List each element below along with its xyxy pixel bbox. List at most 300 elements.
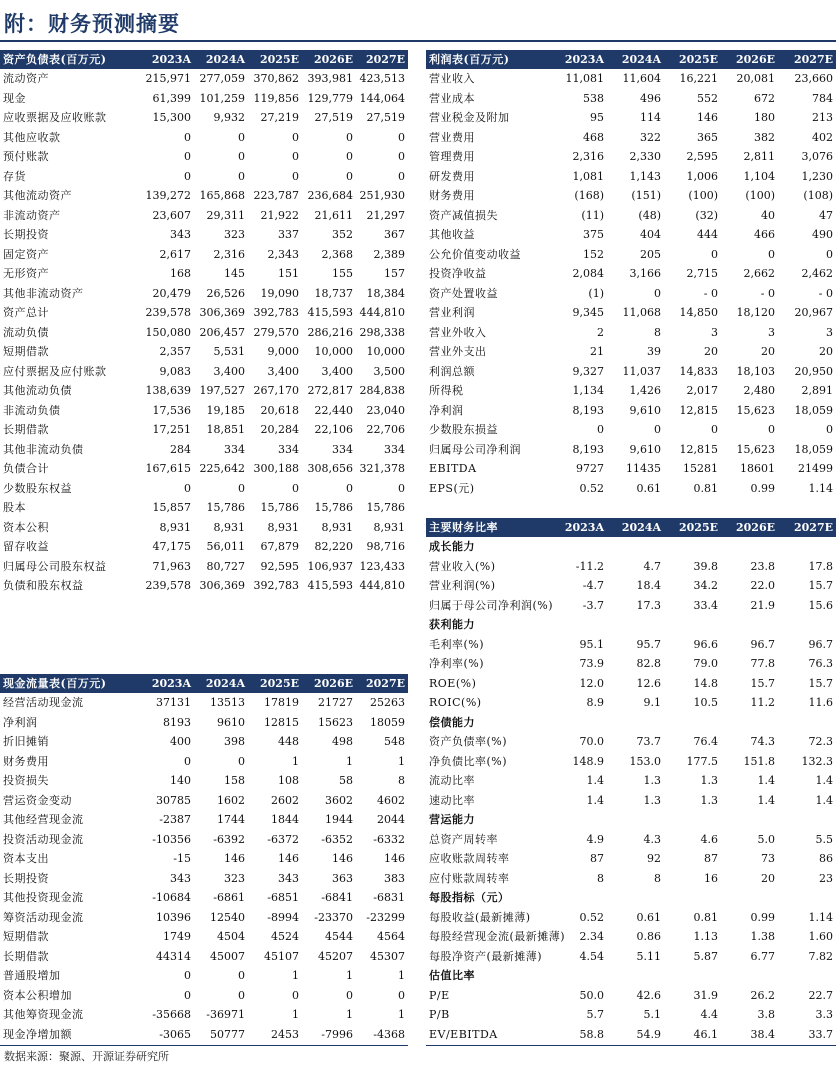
cell-value: 40 (761, 208, 775, 222)
cell-value: 3,400 (267, 364, 299, 378)
cell-value: 4.54 (579, 949, 604, 963)
cell-value: 180 (754, 111, 775, 124)
cell-value: 33.4 (693, 598, 718, 612)
table-row (0, 206, 408, 226)
cell-value: 150,080 (145, 325, 191, 339)
table-row (426, 947, 836, 967)
section-row (426, 810, 836, 830)
cell-value: 8 (398, 774, 405, 787)
cell-value: 18,120 (736, 306, 775, 319)
table-row (426, 576, 836, 596)
cell-value: 0 (292, 169, 299, 183)
cell-value: 0 (238, 169, 245, 183)
cell-value: 17.3 (636, 598, 661, 612)
cell-value: -3.7 (582, 598, 604, 612)
cell-value: 9.1 (643, 696, 661, 709)
cell-value: 50.0 (579, 988, 604, 1002)
cell-value: 223,787 (253, 189, 299, 202)
cell-value: 205 (640, 247, 661, 261)
cell-value: 2,017 (686, 384, 718, 397)
cell-value: 1744 (217, 813, 245, 826)
table-row (0, 420, 408, 440)
cell-value: 20 (704, 345, 718, 358)
cell-value: 1.4 (586, 774, 604, 787)
cell-value: 2,343 (267, 247, 299, 261)
cell-value: 11.2 (750, 696, 775, 709)
cell-value: 284 (170, 442, 191, 456)
table-row (0, 966, 408, 986)
cell-value: 96.7 (808, 637, 833, 651)
row-label: 普通股增加 (3, 969, 61, 982)
cell-value: 96.7 (750, 637, 775, 651)
cell-value: 14,850 (679, 306, 718, 319)
cell-value: 95.1 (579, 637, 604, 651)
cell-value: 383 (384, 871, 405, 885)
table-row (426, 128, 836, 148)
cell-value: 15,300 (152, 111, 191, 124)
cell-value: 284,838 (359, 384, 405, 397)
row-label: 成长能力 (429, 540, 475, 553)
cell-value (721, 888, 778, 908)
table-row (0, 459, 408, 479)
cell-value: 15,786 (314, 501, 353, 514)
cell-value: 0 (826, 247, 833, 261)
cell-value: -35668 (152, 1008, 191, 1021)
cell-value: 157 (384, 267, 405, 280)
cell-value (607, 713, 664, 733)
table-row (426, 830, 836, 850)
cell-value (664, 888, 721, 908)
row-label: 管理费用 (429, 150, 475, 163)
cell-value: 11435 (626, 462, 661, 475)
cell-value: 12,815 (679, 403, 718, 417)
cash-flow-table (0, 674, 408, 1044)
row-label: 营业成本 (429, 91, 475, 105)
table-row (426, 245, 836, 265)
row-label: 所得税 (429, 384, 464, 397)
table-row (426, 908, 836, 928)
cell-value (778, 713, 836, 733)
cell-value: 236,684 (307, 189, 353, 202)
cell-value: 16 (704, 871, 718, 885)
cell-value: 73.7 (636, 735, 661, 748)
year-header: 2024A (194, 674, 248, 693)
cell-value (778, 966, 836, 986)
cell-value: 5.7 (586, 1008, 604, 1021)
cell-value: 8,193 (572, 403, 604, 417)
row-label: 每股收益(最新摊薄) (429, 910, 531, 924)
row-label: 估值比率 (429, 969, 475, 982)
cell-value: 11.6 (808, 696, 833, 709)
cell-value: 38.4 (750, 1027, 775, 1041)
cell-value: 197,527 (199, 384, 245, 397)
cell-value: 15,786 (260, 501, 299, 514)
cell-value: 119,856 (253, 91, 299, 105)
cell-value: 0 (184, 969, 191, 982)
row-label: 研发费用 (429, 169, 475, 183)
cell-value: 18,103 (736, 364, 775, 378)
cell-value: 15,786 (206, 501, 245, 514)
table-row (426, 362, 836, 382)
cell-value: 56,011 (206, 540, 245, 553)
cell-value: 1 (292, 754, 299, 768)
cell-value: 415,593 (307, 306, 353, 319)
cell-value: 87 (704, 852, 718, 865)
cell-value: 19,185 (206, 403, 245, 417)
cell-value: 20,284 (260, 423, 299, 436)
row-label: 其他筹资现金流 (3, 1008, 84, 1021)
cell-value: 21.9 (750, 598, 775, 612)
cell-value: 12540 (210, 910, 245, 924)
cell-value: 3,166 (629, 267, 661, 280)
cell-value (550, 888, 607, 908)
cell-value: 132.3 (801, 754, 833, 768)
cell-value: 0 (346, 481, 353, 495)
cell-value: -6392 (213, 832, 245, 846)
row-label: 短期借款 (3, 345, 49, 358)
row-label: 其他收益 (429, 228, 475, 241)
cell-value: 29,311 (206, 208, 245, 222)
table-row (426, 440, 836, 460)
cell-value: 18,059 (794, 442, 833, 456)
cell-value: -8994 (267, 910, 299, 924)
table-row (0, 791, 408, 811)
row-label: 应付账款周转率 (429, 871, 510, 885)
cell-value: 5.87 (693, 949, 718, 963)
cell-value: 8 (654, 871, 661, 885)
table-row (426, 284, 836, 304)
cell-value: 1 (292, 1008, 299, 1021)
row-label: 营业外收入 (429, 325, 487, 339)
cell-value (664, 537, 721, 557)
cell-value: 2,368 (321, 247, 353, 261)
table-title: 利润表(百万元) (426, 50, 550, 69)
cell-value: (1) (588, 286, 604, 300)
table-row (0, 323, 408, 343)
cell-value: 58 (339, 774, 353, 787)
cell-value: 11,037 (622, 364, 661, 378)
table-row (426, 89, 836, 109)
table-row (0, 225, 408, 245)
cell-value: 151.8 (743, 754, 775, 768)
table-row (426, 401, 836, 421)
cell-value: 18.4 (636, 579, 661, 592)
cell-value: -6831 (373, 891, 405, 904)
cell-value: 286,216 (307, 325, 353, 339)
cell-value: 9,932 (213, 111, 245, 124)
cell-value (721, 810, 778, 830)
cell-value: 448 (278, 735, 299, 748)
cell-value: 3,076 (801, 150, 833, 163)
row-label: 归属母公司净利润 (429, 442, 521, 456)
table-row (426, 986, 836, 1006)
year-header: 2024A (194, 50, 248, 69)
cell-value: -15 (173, 852, 191, 865)
cell-value: 10.5 (693, 696, 718, 709)
row-label: 其他非流动资产 (3, 286, 84, 300)
cell-value: 1,134 (572, 384, 604, 397)
row-label: 每股经营现金流(最新摊薄) (429, 930, 566, 943)
cell-value: 8,193 (572, 442, 604, 456)
cell-value: 784 (812, 91, 833, 105)
cell-value: 423,513 (359, 72, 405, 85)
table-header-row (426, 518, 836, 537)
section-row (426, 966, 836, 986)
cell-value: 0 (292, 150, 299, 163)
year-header: 2025E (664, 50, 721, 69)
table-row (0, 245, 408, 265)
cell-value: 308,656 (307, 462, 353, 475)
cell-value: 21,922 (260, 208, 299, 222)
cell-value (664, 615, 721, 635)
cell-value (607, 810, 664, 830)
cell-value: 444 (697, 228, 718, 241)
cell-value: - 0 (703, 286, 718, 300)
table-row (426, 479, 836, 499)
cell-value: 23 (819, 871, 833, 885)
cell-value: -4.7 (582, 579, 604, 592)
cell-value: 21 (590, 345, 604, 358)
cell-value: 21,297 (366, 208, 405, 222)
cell-value: 215,971 (145, 72, 191, 85)
cell-value: 0.52 (579, 910, 604, 924)
row-label: 投资损失 (3, 774, 49, 787)
year-header: 2025E (664, 518, 721, 537)
cell-value: 398 (224, 735, 245, 748)
cell-value: 34.2 (693, 579, 718, 592)
cell-value: 18601 (740, 462, 775, 475)
cell-value (550, 537, 607, 557)
table-row (0, 713, 408, 733)
row-label: 资产减值损失 (429, 208, 498, 222)
cell-value: 153.0 (629, 754, 661, 768)
cell-value: 114 (640, 111, 661, 124)
table-row (0, 518, 408, 538)
row-label: 财务费用 (429, 189, 475, 202)
cell-value: -2387 (159, 813, 191, 826)
row-label: 少数股东权益 (3, 481, 72, 495)
cell-value: 337 (278, 228, 299, 241)
section-row (426, 615, 836, 635)
cell-value: 1 (398, 1008, 405, 1021)
row-label: 财务费用 (3, 754, 49, 768)
row-label: P/B (429, 1008, 450, 1021)
cell-value: 2,811 (743, 150, 775, 163)
cell-value: 306,369 (199, 306, 245, 319)
cell-value: 146 (278, 852, 299, 865)
table-row (0, 284, 408, 304)
table-row (0, 830, 408, 850)
cell-value: 20,618 (260, 403, 299, 417)
cell-value: 22.0 (750, 579, 775, 592)
cell-value: 20,950 (794, 364, 833, 378)
financial-ratios-table (426, 518, 836, 1044)
cell-value: 12.6 (636, 676, 661, 690)
cell-value: 3,400 (213, 364, 245, 378)
cell-value: 1.4 (815, 793, 833, 807)
cell-value: 15.7 (808, 579, 833, 592)
cell-value: 393,981 (307, 72, 353, 85)
table-row (426, 927, 836, 947)
cell-value: 5.11 (636, 949, 661, 963)
cell-value: -6372 (267, 832, 299, 846)
cell-value: 225,642 (199, 462, 245, 475)
cell-value: 148.9 (572, 754, 604, 768)
cell-value: 0 (768, 423, 775, 436)
cell-value: 19,090 (260, 286, 299, 300)
cell-value: 7.82 (808, 949, 833, 963)
table-row (0, 752, 408, 772)
cell-value: 17,251 (152, 423, 191, 436)
row-label: 归属于母公司净利润(%) (429, 598, 554, 612)
income-statement-table (426, 50, 836, 498)
year-header: 2023A (140, 50, 194, 69)
cell-value (721, 537, 778, 557)
cell-value: 108 (278, 774, 299, 787)
cell-value (664, 810, 721, 830)
cell-value: 2,595 (686, 150, 718, 163)
row-label: 负债和股东权益 (3, 579, 84, 592)
cell-value: 0.81 (693, 481, 718, 495)
cell-value: 17,536 (152, 403, 191, 417)
table-row (0, 986, 408, 1006)
cell-value: 92 (647, 852, 661, 865)
cell-value: 0.81 (693, 910, 718, 924)
cell-value: 9,327 (572, 364, 604, 378)
cell-value: 0 (292, 481, 299, 495)
cell-value: 140 (170, 774, 191, 787)
row-label: 其他流动资产 (3, 189, 72, 202)
row-label: 长期借款 (3, 423, 49, 436)
table-row (426, 69, 836, 89)
table-row (426, 167, 836, 187)
year-header: 2026E (721, 518, 778, 537)
cell-value: -10684 (152, 891, 191, 904)
cell-value: 498 (332, 735, 353, 748)
table-row (426, 206, 836, 226)
cell-value: 343 (170, 228, 191, 241)
table-row (0, 147, 408, 167)
cell-value: 22,706 (366, 423, 405, 436)
cell-value: 334 (278, 442, 299, 456)
cell-value: 15,857 (152, 501, 191, 514)
cell-value (607, 966, 664, 986)
cell-value: 8.9 (586, 696, 604, 709)
cell-value (550, 713, 607, 733)
cell-value: 1.3 (643, 774, 661, 787)
cell-value: -6332 (373, 832, 405, 846)
table-header-row (426, 50, 836, 69)
cell-value: 17.8 (808, 559, 833, 573)
section-row (426, 713, 836, 733)
table-header-row (0, 674, 408, 693)
row-label: 预付账款 (3, 150, 49, 163)
row-label: 其他流动负债 (3, 384, 72, 397)
cell-value: 1.4 (586, 793, 604, 807)
cell-value (778, 615, 836, 635)
row-label: 营业收入 (429, 72, 475, 85)
cell-value: 0 (346, 130, 353, 144)
cell-value (778, 810, 836, 830)
table-row (0, 732, 408, 752)
cell-value: 95 (590, 111, 604, 124)
cell-value: 98,716 (366, 540, 405, 553)
cell-value: 37131 (156, 696, 191, 709)
cell-value: 1749 (163, 930, 191, 943)
cell-value: 0 (597, 423, 604, 436)
row-label: 获利能力 (429, 618, 475, 631)
cell-value: 267,170 (253, 384, 299, 397)
cell-value: 3.3 (815, 1008, 833, 1021)
cell-value: 1,081 (572, 169, 604, 183)
cell-value: -6851 (267, 891, 299, 904)
cell-value: 1.14 (808, 481, 833, 495)
table-row (0, 537, 408, 557)
cell-value: 21727 (318, 696, 353, 709)
row-label: 资产负债率(%) (429, 735, 508, 748)
cell-value: 0 (184, 150, 191, 163)
cell-value: 1.3 (700, 793, 718, 807)
cell-value: 82,220 (314, 540, 353, 553)
table-row (426, 1005, 836, 1025)
cell-value: 0 (346, 988, 353, 1002)
cell-value: 20,967 (794, 306, 833, 319)
cell-value: -23370 (314, 910, 353, 924)
row-label: 其他应收款 (3, 130, 61, 144)
row-label: 投资活动现金流 (3, 832, 84, 846)
table-row (426, 264, 836, 284)
row-label: 资本公积 (3, 520, 49, 534)
table-row (426, 791, 836, 811)
row-label: 营业利润(%) (429, 579, 496, 592)
cell-value: 18,059 (794, 403, 833, 417)
cell-value: 365 (697, 130, 718, 144)
bottom-divider-right (426, 1045, 836, 1046)
row-label: 营运能力 (429, 813, 475, 826)
cell-value: 20,479 (152, 286, 191, 300)
cell-value: 0 (184, 988, 191, 1002)
table-row (426, 459, 836, 479)
row-label: 速动比率 (429, 793, 475, 807)
cell-value: 8,931 (159, 520, 191, 534)
cell-value: 12.0 (579, 676, 604, 690)
cell-value: 101,259 (199, 91, 245, 105)
cell-value: 0 (711, 423, 718, 436)
cell-value: 123,433 (359, 559, 405, 573)
cell-value: 10,000 (366, 345, 405, 358)
section-row (426, 537, 836, 557)
cell-value: 27,519 (314, 111, 353, 124)
cell-value (664, 713, 721, 733)
year-header: 2027E (356, 674, 408, 693)
cell-value: 2,389 (373, 247, 405, 261)
row-label: EBITDA (429, 462, 477, 475)
table-row (0, 1005, 408, 1025)
cell-value: 139,272 (145, 189, 191, 202)
cell-value: 9727 (576, 462, 604, 475)
row-label: 其他投资现金流 (3, 891, 84, 904)
row-label: ROE(%) (429, 676, 477, 690)
cell-value: 144,064 (359, 91, 405, 105)
cell-value: -3065 (159, 1027, 191, 1041)
cell-value: 490 (812, 228, 833, 241)
cell-value: 277,059 (199, 72, 245, 85)
cell-value: 70.0 (579, 735, 604, 748)
cell-value: 8193 (163, 715, 191, 729)
cell-value: 0 (184, 169, 191, 183)
cell-value: 86 (819, 852, 833, 865)
cell-value: 2,617 (159, 247, 191, 261)
